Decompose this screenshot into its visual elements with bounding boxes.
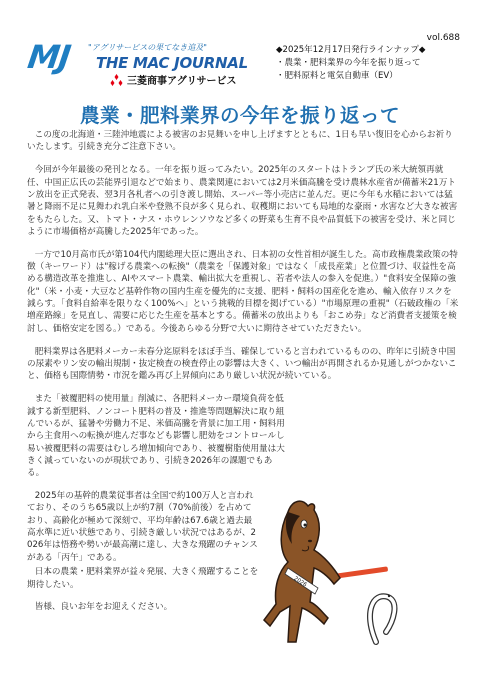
article-title: 農業・肥料業界の今年を振り返って: [79, 104, 400, 127]
paragraph: 肥料業界は各肥料メーカー未春分迄原料をほぼ手当、確保していると言われているものの、昨年に引続き中国の尿素やリン安の輸出規制・抜定検査の検査停止の影響は大きく、いつ輸出が再開されるか見通しがつかないこと、価格も国際情勢・市況を鑑み再び上昇傾向にあり厳しい状況が続いている。: [27, 346, 457, 382]
sash-text: 2026: [292, 575, 308, 589]
paragraph: 2025年の基幹的農業従事者は全国で約100万人と言われており、そのうち65歳以上が約7割（70%前後）を占めており、高齢化が極めて深刻で、平均年齢は67.6歳と過去最高水準に近い状態であり、引続き厳しい状況ではあるが、2026年は悟務や勢いが最高潮に達し、大きな飛躍のチャンスがある「丙午」である。: [27, 491, 258, 563]
issue-date: ◆2025年12月17日発行ラインナップ◆: [276, 45, 426, 55]
company-row: [110, 72, 237, 87]
mitsubishi-logo-icon: [110, 74, 123, 86]
horse-icon: [264, 501, 340, 642]
issue-lineup: [276, 44, 466, 83]
journal-title: THE MAC JOURNAL: [96, 54, 248, 72]
finish-bar: [336, 566, 388, 578]
paragraph: 一方で10月高市氏が第104代内閣総理大臣に選出され、日本初の女性首相が誕生した。高市政権農業政策の特徴（キーワード）は"稼げる農業への転換"（農業を「保護対象」ではなく「成長産業」と位置づけ、収益性を高める構造改革を推進し、AIやスマート農業、輸出拡大を重視し、若者や法人の参入を促進。）"食料安全保障の強化"（米・小麦・大豆など基幹作物の国内生産を優先的に支援、肥料・飼料の国産化を進め、輸入依存リスクを減らす。「食料自給率を限りなく100%へ」という挑戦的目標を掲げている）"市場原理の重視"（石破政権の「米増産路線」を見直し、需要に応じた生産を基本とする。備蓄米の放出よりも「おこめ券」など消費者支援策を検討し、価格安定を図る。）である。今後あらゆる分野で大いに期待させていただきたい。: [27, 249, 459, 334]
company-name: 三菱商事アグリサービス: [127, 76, 237, 87]
horse-illustration: [258, 492, 458, 672]
lineup-item: ・肥料原料と電気自動車（EV）: [276, 71, 398, 81]
paragraph: 今回が今年最後の発刊となる。一年を振り返ってみたい。2025年のスタートはトランプ氏の米大統領再就任、中国正広氏の芸能界引退などで始まり、農業関連においては2月米価高騰を受け農林水産省が備蓄米21万トン放出を正式発表、翌3月各札者への引き渡し開始、スーパー等小売店に並んだ。更に今年も水稲においては猛暑と降雨不足に見舞われ乳白米や登熟不良が多く見られ、収穫期においても局地的な豪雨・水害など大きな被害をもたらした。又、トマト・ナス・ホウレンソウなど多くの野菜も生育不良や品質低下の被害を受け、米と同じように市場価格が高騰した2025年であった。: [27, 165, 458, 237]
lineup-item: ・農業・肥料業界の今年を振り返って: [276, 58, 421, 68]
paragraph: 日本の農業・肥料業界が益々発展、大きく飛躍することを期待したい。: [27, 567, 259, 590]
slogan: "アグリサービスの果てなき追及": [88, 43, 207, 52]
mj-logo: MJ: [25, 38, 73, 76]
newsletter-header: [0, 0, 480, 95]
paragraph: 皆様、良いお年をお迎えください。: [34, 602, 173, 613]
paragraph: この度の北海道・三陸沖地震による被害のお見舞いを申し上げますとともに、1日も早い復旧を心からお祈りいたします。引続き充分ご注意下さい。: [27, 130, 453, 153]
paragraph: また「被覆肥料の使用量」削減に、各肥料メーカー環境負荷を低減する新型肥料、ノンコート肥料の普及・推進等問題解決に取り組んでいるが、猛暑や労働力不足、米価高騰を背景に加工用・飼料用から主食用への転換が進んだ事なども影響し肥効をコントロールし易い被覆肥料の需要はむしろ増加傾向であり、被覆樹脂使用量は大きく減っていないのが現状であり、引続き2026年の課題でもある。: [27, 394, 285, 479]
volume-number: vol.688: [426, 33, 460, 43]
